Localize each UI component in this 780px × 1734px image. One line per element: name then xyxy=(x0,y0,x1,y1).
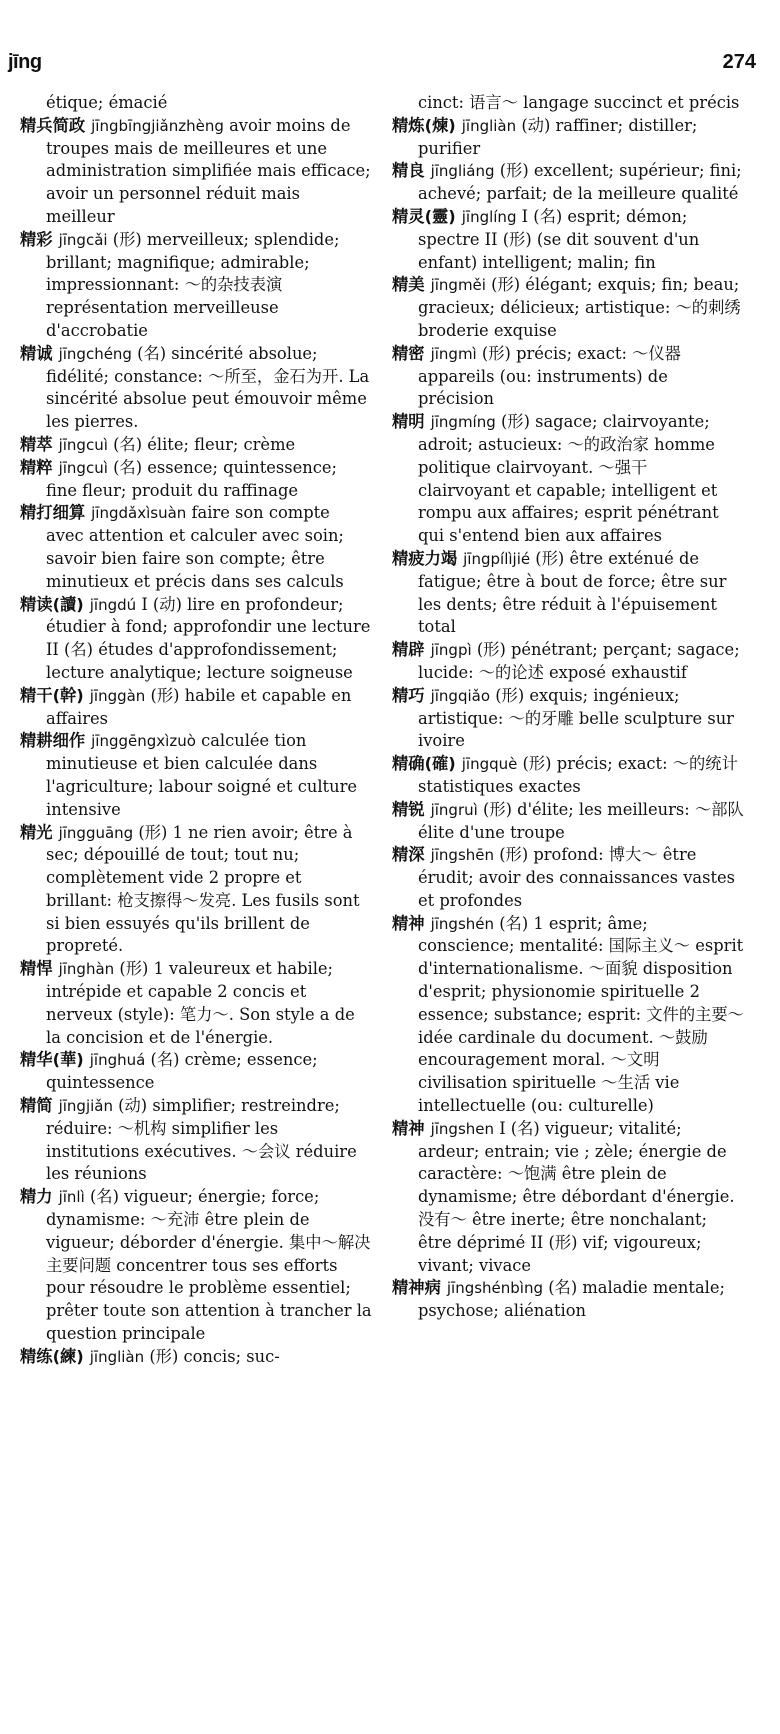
page-header xyxy=(8,40,756,74)
dictionary-entry xyxy=(20,229,372,343)
entry-pinyin: jīngbīngjiǎnzhèng xyxy=(91,116,224,135)
entry-headword: 精深 xyxy=(392,845,425,865)
dictionary-entry xyxy=(20,822,372,959)
entry-headword: 精良 xyxy=(392,161,425,181)
entry-headword: 精疲力竭 xyxy=(392,548,458,568)
dictionary-entry xyxy=(392,92,744,115)
entry-headword: 精巧 xyxy=(392,685,425,705)
entry-definition: étique; émacié xyxy=(46,93,168,112)
entry-headword: 精彩 xyxy=(20,229,53,249)
entry-definition: (名) sincérité absolue; fidélité; constance: ～所至，金石为开. La sincérité absolue peut émouvoir même les pierres. xyxy=(46,343,370,432)
entry-headword: 精粹 xyxy=(20,457,53,477)
entry-definition: (形) concis; suc- xyxy=(149,1346,280,1366)
running-head: jīng xyxy=(8,51,42,73)
dictionary-entry xyxy=(20,958,372,1049)
entry-headword: 精打细算 xyxy=(20,503,86,523)
dictionary-entry xyxy=(392,685,744,753)
dictionary-entry xyxy=(20,115,372,229)
entry-headword: 精诚 xyxy=(20,343,53,363)
entry-pinyin: jīngcuì xyxy=(58,435,108,454)
entry-definition: (形) d'élite; les meilleurs: ～部队 élite d'une troupe xyxy=(418,799,744,842)
entry-pinyin: jīngdú xyxy=(89,595,137,614)
entry-definition: (名) maladie mentale; psychose; aliénation xyxy=(418,1278,725,1321)
entry-headword: 精华(華) xyxy=(20,1050,84,1070)
entry-definition: (名) essence; quintessence; fine fleur; produit du raffinage xyxy=(46,457,337,500)
entry-pinyin: jīngmíng xyxy=(430,413,496,432)
dictionary-entry xyxy=(20,594,372,685)
entry-pinyin: jīngměi xyxy=(430,276,486,295)
entry-pinyin: jīngliáng xyxy=(430,162,495,181)
entry-definition: (名) vigueur; énergie; force; dynamisme: ～充沛 être plein de vigueur; déborder d'énergie. 集中～解决主要问题 concentrer tous ses efforts pour résoudre le problème essentiel; prêter toute son attention à trancher la question principale xyxy=(46,1187,372,1344)
dictionary-entry xyxy=(392,844,744,912)
entry-headword: 精锐 xyxy=(392,799,425,819)
entry-definition: (动) simplifier; restreindre; réduire: ～机构 simplifier les institutions exécutives. ～会议 réduire les réunions xyxy=(46,1096,357,1184)
entry-pinyin: jīngchéng xyxy=(58,344,132,363)
entry-definition: (形) être exténué de fatigue; être à bout de force; être sur les dents; être réduit à l'épuisement total xyxy=(418,548,727,637)
entry-pinyin: jīngliàn xyxy=(461,116,517,135)
entry-headword: 精读(讀) xyxy=(20,594,84,614)
dictionary-entry xyxy=(392,274,744,342)
entry-pinyin: jīngshénbìng xyxy=(446,1279,543,1298)
entry-definition: avoir moins de troupes mais de meilleures et une administration simplifiée mais efficace; avoir un personnel réduit mais meilleur xyxy=(46,115,371,226)
dictionary-entry xyxy=(20,1049,372,1095)
entry-pinyin: jīngruì xyxy=(430,800,478,819)
entry-pinyin: jīnglíng xyxy=(461,207,517,226)
entry-pinyin: jīngshén xyxy=(430,914,494,933)
dictionary-entry xyxy=(392,411,744,548)
dictionary-entry xyxy=(392,799,744,845)
entry-pinyin: jīngpílìjié xyxy=(463,549,531,568)
entry-headword: 精干(幹) xyxy=(20,685,84,705)
entry-headword: 精神病 xyxy=(392,1278,441,1298)
entry-pinyin: jīngshen xyxy=(430,1119,494,1138)
entry-headword: 精密 xyxy=(392,343,425,363)
entry-definition: calculée tion minutieuse et bien calculée dans l'agriculture; labour soigné et culture intensive xyxy=(46,731,357,819)
dictionary-entry xyxy=(20,92,372,115)
entry-headword: 精悍 xyxy=(20,959,53,979)
entry-headword: 精美 xyxy=(392,275,425,295)
entry-pinyin: jīnghuá xyxy=(89,1051,146,1070)
entry-definition: cinct: 语言～ langage succinct et précis xyxy=(418,93,740,112)
dictionary-entry xyxy=(392,343,744,411)
left-column xyxy=(20,92,372,1702)
entry-headword: 精明 xyxy=(392,412,425,432)
entry-pinyin: jīngcuì xyxy=(58,458,108,477)
entry-pinyin: jīngqiǎo xyxy=(430,686,490,705)
entry-pinyin: jīngdǎxìsuàn xyxy=(91,504,187,523)
entry-headword: 精练(練) xyxy=(20,1346,84,1366)
entry-headword: 精灵(靈) xyxy=(392,206,456,226)
entry-definition: (名) 1 esprit; âme; conscience; mentalité: 国际主义～ esprit d'internationalisme. ～面貌 disposition d'esprit; physionomie spirituelle 2 essence; substance; esprit: 文件的主要～ idée cardinale du document. ～鼓励 encouragement moral. ～文明 civilisation spirituelle ～生活 vie intellectuelle (ou: culturelle) xyxy=(418,913,744,1116)
entry-definition: (形) excellent; supérieur; fini; achevé; parfait; de la meilleure qualité xyxy=(418,161,742,204)
entry-definition: (形) pénétrant; perçant; sagace; lucide: ～的论述 exposé exhaustif xyxy=(418,640,740,682)
dictionary-entry xyxy=(20,343,372,434)
entry-pinyin: jīnlì xyxy=(58,1188,85,1207)
entry-headword: 精光 xyxy=(20,822,53,842)
dictionary-entry xyxy=(20,502,372,593)
entry-headword: 精萃 xyxy=(20,434,53,454)
entry-headword: 精炼(煉) xyxy=(392,115,456,135)
dictionary-entry xyxy=(20,1346,372,1369)
entry-definition: (形) profond: 博大～ être érudit; avoir des connaissances vastes et profondes xyxy=(418,845,735,910)
entry-headword: 精神 xyxy=(392,1118,425,1138)
dictionary-entry xyxy=(20,457,372,503)
entry-pinyin: jīnghàn xyxy=(58,960,115,979)
entry-definition: (形) exquis; ingénieux; artistique: ～的牙雕 belle sculpture sur ivoire xyxy=(418,685,734,751)
dictionary-entry xyxy=(392,115,744,161)
entry-definition: (形) merveilleux; splendide; brillant; magnifique; admirable; impressionnant: ～的杂技表演 représentation merveilleuse d'accrobatie xyxy=(46,229,340,340)
dictionary-entry xyxy=(392,160,744,206)
entry-pinyin: jīngliàn xyxy=(89,1347,145,1366)
entry-pinyin: jīngquè xyxy=(461,755,518,774)
entry-headword: 精简 xyxy=(20,1096,53,1116)
entry-definition: (形) élégant; exquis; fin; beau; gracieux; délicieux; artistique: ～的刺绣 broderie exquise xyxy=(418,275,741,340)
entry-pinyin: jīngpì xyxy=(430,641,472,660)
entry-headword: 精力 xyxy=(20,1187,53,1207)
dictionary-columns xyxy=(20,92,760,1702)
entry-definition: (形) habile et capable en affaires xyxy=(46,685,352,728)
entry-headword: 精辟 xyxy=(392,640,425,660)
dictionary-entry xyxy=(20,730,372,821)
dictionary-entry xyxy=(392,1118,744,1278)
dictionary-entry xyxy=(392,639,744,685)
entry-definition: (形) précis; exact: ～仪器 appareils (ou: instruments) de précision xyxy=(418,343,681,409)
entry-definition: (形) précis; exact: ～的统计 statistiques exactes xyxy=(418,754,738,796)
dictionary-entry xyxy=(20,685,372,731)
entry-headword: 精确(確) xyxy=(392,754,456,774)
entry-definition: (形) 1 valeureux et habile; intrépide et capable 2 concis et nerveux (style): 笔力～. Son style a de la concision et de l'énergie. xyxy=(46,959,355,1047)
entry-definition: I (名) esprit; démon; spectre II (形) (se dit souvent d'un enfant) intelligent; malin; fin xyxy=(418,206,700,272)
entry-headword: 精兵简政 xyxy=(20,115,86,135)
entry-headword: 精神 xyxy=(392,913,425,933)
dictionary-entry xyxy=(392,913,744,1118)
entry-pinyin: jīngcǎi xyxy=(58,230,108,249)
dictionary-entry xyxy=(392,1277,744,1323)
entry-definition: faire son compte avec attention et calculer avec soin; savoir bien faire son compte; être minutieux et précis dans ses calculs xyxy=(46,503,344,591)
entry-pinyin: jīngmì xyxy=(430,344,477,363)
entry-headword: 精耕细作 xyxy=(20,731,86,751)
dictionary-entry xyxy=(20,434,372,457)
dictionary-entry xyxy=(20,1186,372,1346)
entry-definition: I (名) vigueur; vitalité; ardeur; entrain; vie ; zèle; énergie de caractère: ～饱满 être plein de dynamisme; être débordant d'énergie. 没有～ être inerte; être nonchalant; être déprimé II (形) vif; vigoureux; vivant; vivace xyxy=(418,1118,735,1275)
dictionary-entry xyxy=(392,548,744,639)
dictionary-entry xyxy=(20,1095,372,1186)
entry-definition: (形) 1 ne rien avoir; être à sec; dépouillé de tout; tout nu; complètement vide 2 propre et brillant: 枪支擦得～发亮. Les fusils sont si bien essuyés qu'ils brillent de propreté. xyxy=(46,822,360,956)
entry-pinyin: jīnggēngxìzuò xyxy=(91,732,196,751)
entry-definition: (动) raffiner; distiller; purifier xyxy=(418,115,698,158)
entry-pinyin: jīngjiǎn xyxy=(58,1097,113,1116)
entry-definition: (形) sagace; clairvoyante; adroit; astucieux: ～的政治家 homme politique clairvoyant. ～强干 clairvoyant et capable; intelligent et rompu aux affaires; esprit pénétrant qui s'entend bien aux affaires xyxy=(418,412,719,546)
entry-definition: I (动) lire en profondeur; étudier à fond; approfondir une lecture II (名) études d'approfondissement; lecture analytique; lecture soigneuse xyxy=(46,594,371,682)
page-number: 274 xyxy=(722,51,756,73)
dictionary-entry xyxy=(392,206,744,274)
entry-pinyin: jīnggàn xyxy=(89,686,146,705)
entry-definition: (名) élite; fleur; crème xyxy=(113,434,296,454)
entry-pinyin: jīngshēn xyxy=(430,846,494,865)
entry-definition: (名) crème; essence; quintessence xyxy=(46,1050,318,1093)
right-column xyxy=(392,92,744,1702)
dictionary-entry xyxy=(392,753,744,799)
entry-pinyin: jīngguāng xyxy=(58,823,134,842)
